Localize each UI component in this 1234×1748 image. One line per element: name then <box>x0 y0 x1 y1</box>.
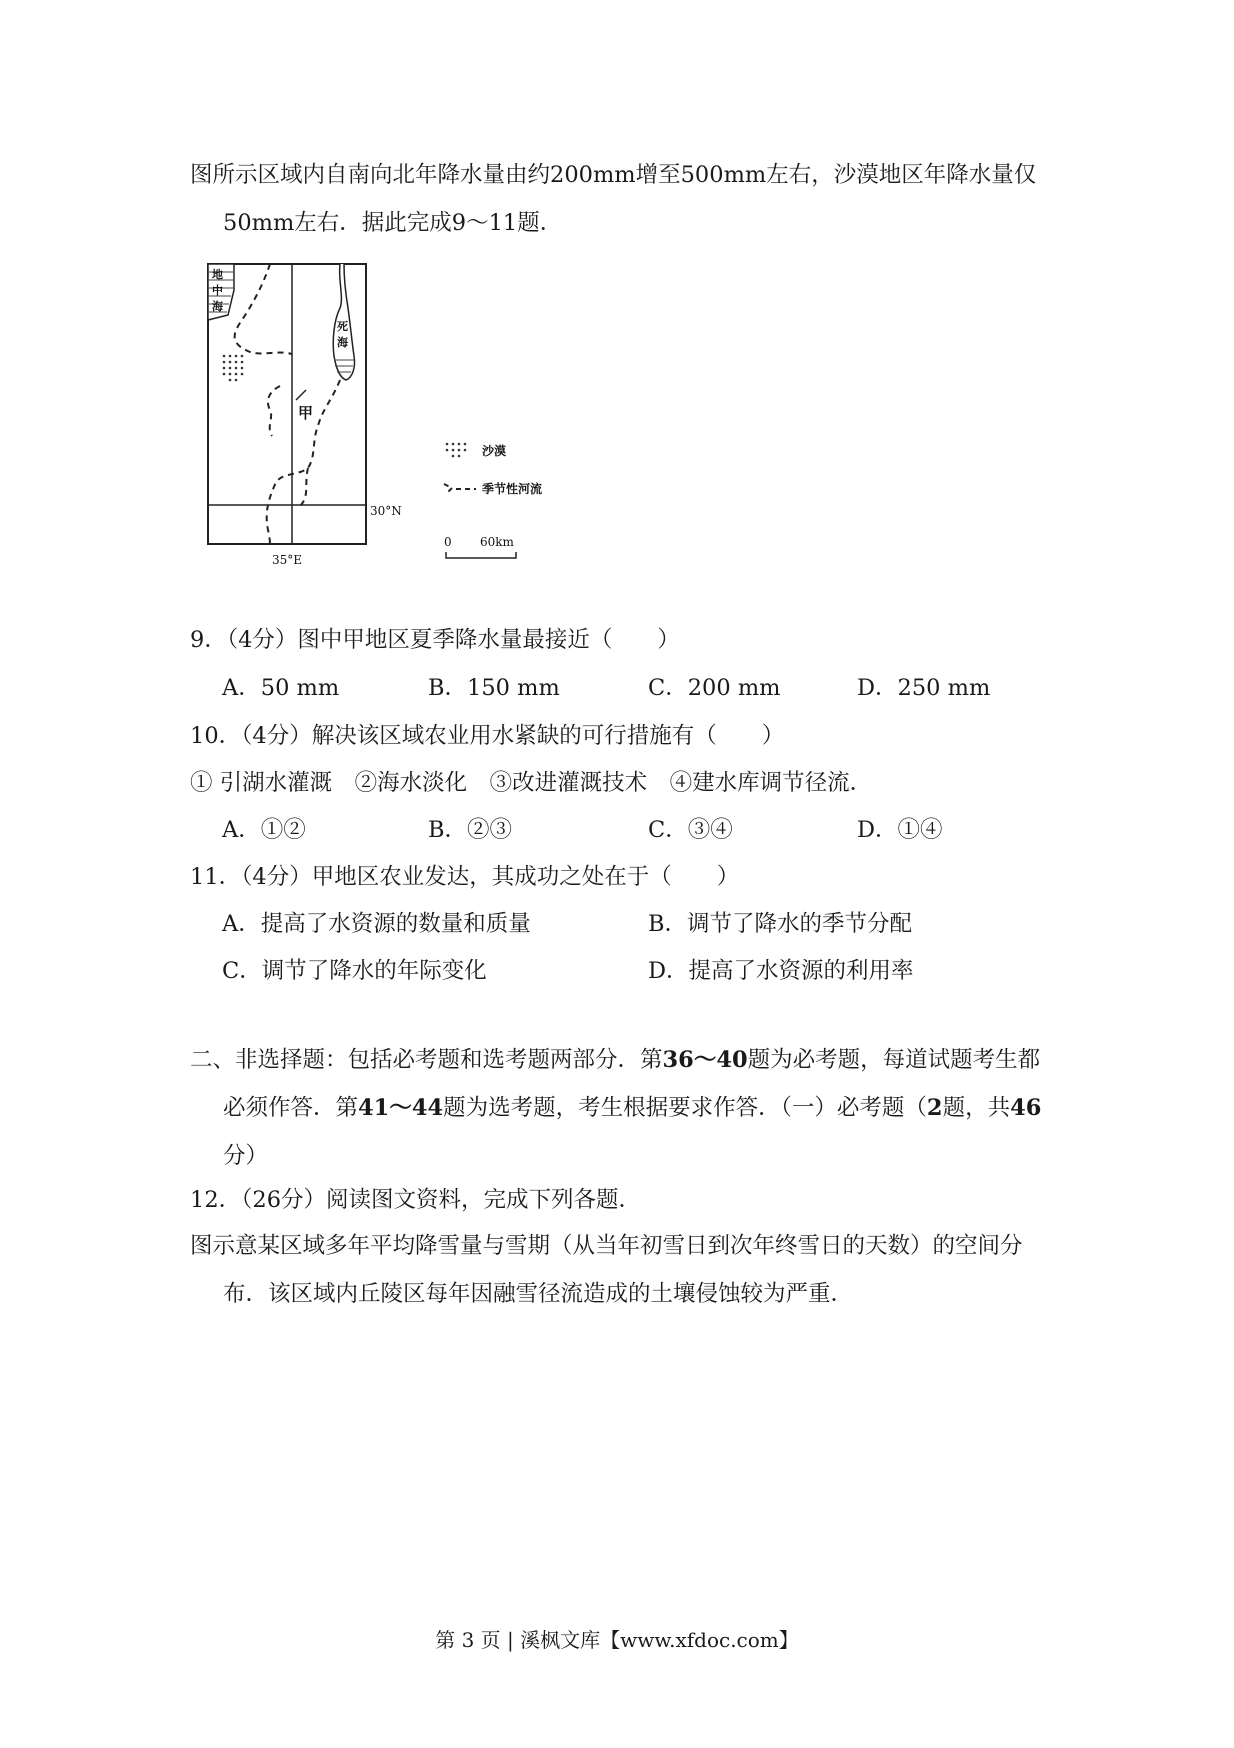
scale-bar <box>446 552 516 558</box>
question-12-text: 图示意某区域多年平均降雪量与雪期（从当年初雪日到次年终雪日的天数）的空间分布．该区域内丘陵区每年因融雪径流造成的土壤侵蚀较为严重． <box>190 1233 1023 1307</box>
question-10-option-d[interactable]: D．①④ <box>857 817 943 843</box>
legend-river-label: 季节性河流 <box>482 482 543 496</box>
question-10-stem: 10．（4分）解决该区域农业用水紧缺的可行措施有（ ） <box>190 723 785 749</box>
question-9-option-c[interactable]: C．200 mm <box>648 675 781 701</box>
question-10-measures: ① 引湖水灌溉 ②海水淡化 ③改进灌溉技术 ④建水库调节径流． <box>190 770 873 796</box>
question-11-option-d[interactable]: D．提高了水资源的利用率 <box>648 958 914 984</box>
page-footer: 第 3 页 | 溪枫文库【www.xfdoc.com】 <box>435 1628 799 1652</box>
mediterranean-label-2: 中 <box>212 284 223 297</box>
place-jia-label: 甲 <box>298 404 314 422</box>
question-9-option-a[interactable]: A．50 mm <box>222 675 340 701</box>
question-9-stem: 9．（4分）图中甲地区夏季降水量最接近（ ） <box>190 627 680 653</box>
latitude-label: 30°N <box>370 504 402 518</box>
legend-desert-label: 沙漠 <box>482 444 507 458</box>
question-10-option-a[interactable]: A．①② <box>222 817 306 843</box>
question-10-option-b[interactable]: B．②③ <box>428 817 513 843</box>
question-11-option-c[interactable]: C．调节了降水的年际变化 <box>222 958 487 984</box>
legend-desert-swatch <box>446 443 467 458</box>
mediterranean-label-1: 地 <box>212 268 223 281</box>
question-10-option-c[interactable]: C．③④ <box>648 817 733 843</box>
map-figure <box>200 260 580 590</box>
section-2-instructions: 二、非选择题：包括必考题和选考题两部分．第36～40题为必考题，每道试题考生都必须作答．第41～44题为选考题，考生根据要求作答．（一）必考题（2题，共46分） <box>190 1047 1042 1169</box>
scale-label: 60km <box>480 535 514 549</box>
mediterranean-label-3: 海 <box>212 300 223 313</box>
question-12-stem: 12．（26分）阅读图文资料，完成下列各题． <box>190 1187 642 1213</box>
legend-river-swatch <box>444 484 476 494</box>
seasonal-river-south-branch <box>300 468 308 506</box>
legend <box>444 443 542 558</box>
question-11-option-b[interactable]: B．调节了降水的季节分配 <box>648 911 913 937</box>
dead-sea-label-1: 死 <box>337 320 348 333</box>
longitude-label: 35°E <box>272 553 303 567</box>
seasonal-river-north <box>235 264 292 354</box>
question-9-option-d[interactable]: D．250 mm <box>857 675 991 701</box>
question-11-option-a[interactable]: A．提高了水资源的数量和质量 <box>222 911 531 937</box>
question-9-option-b[interactable]: B．150 mm <box>428 675 560 701</box>
desert-area <box>223 355 244 382</box>
seasonal-river-jia <box>268 386 280 436</box>
question-11-stem: 11．（4分）甲地区农业发达，其成功之处在于（ ） <box>190 864 740 890</box>
scale-zero: 0 <box>444 535 452 549</box>
dead-sea-label-2: 海 <box>337 336 348 349</box>
intro-paragraph: 图所示区域内自南向北年降水量由约200mm增至500mm左右，沙漠地区年降水量仅50mm左右．据此完成9～11题． <box>190 162 1037 236</box>
jia-pointer <box>296 390 306 400</box>
